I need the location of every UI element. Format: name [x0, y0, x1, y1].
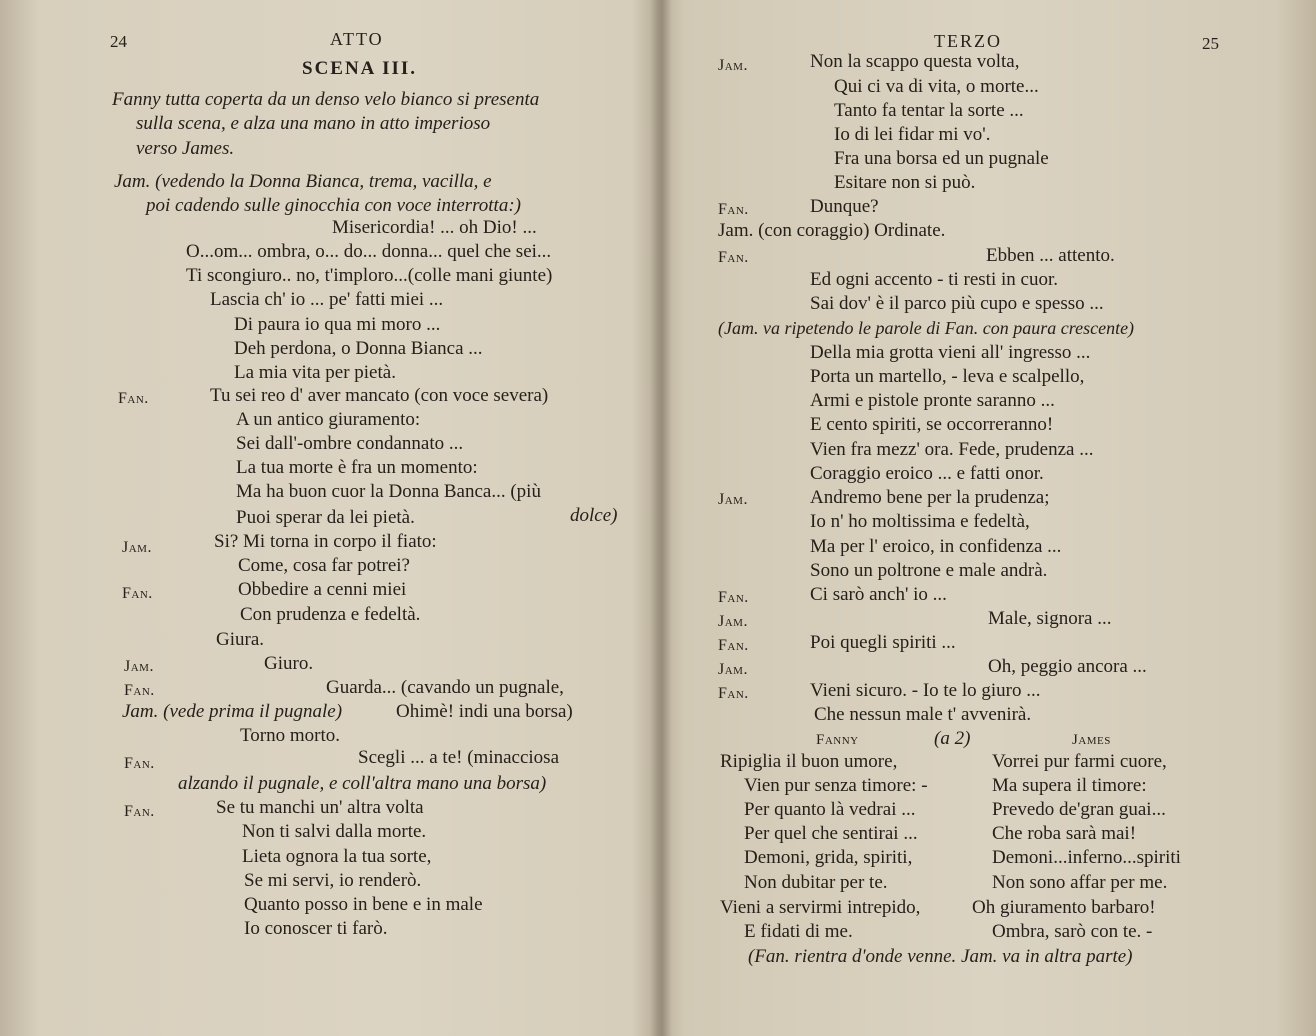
verse-line: Con prudenza e fedeltà. — [240, 604, 421, 625]
verse-line: Ci sarò anch' io ... — [810, 584, 947, 605]
duet-line-fanny: Ripiglia il buon umore, — [720, 751, 898, 772]
verse-line: Ohimè! indi una borsa) — [396, 701, 573, 722]
verse-line: A un antico giuramento: — [236, 409, 421, 430]
duet-line-james: Vorrei pur farmi cuore, — [992, 751, 1167, 772]
verse-line: Se mi servi, io renderò. — [244, 870, 422, 891]
verse-line: Qui ci va di vita, o morte... — [834, 76, 1039, 97]
page-header-terzo: TERZO — [934, 31, 1002, 51]
scene-title: SCENA III. — [302, 58, 418, 79]
stage-direction-line: verso James. — [136, 138, 235, 159]
verse-line: Guarda... (cavando un pugnale, — [326, 677, 564, 698]
duet-line-fanny: Demoni, grida, spiriti, — [744, 847, 913, 868]
verse-line: Ma per l' eroico, in confidenza ... — [810, 536, 1062, 557]
duet-line-fanny: Vien pur senza timore: - — [744, 775, 928, 796]
speaker-fan: Fan. — [718, 201, 749, 218]
speaker-fan: Fan. — [718, 637, 749, 654]
speaker-jam: Jam. — [718, 57, 748, 74]
duet-line-fanny: Per quanto là vedrai ... — [744, 799, 916, 820]
verse-line: Giura. — [216, 629, 265, 650]
verse-line: La mia vita per pietà. — [234, 362, 396, 383]
verse-line: Porta un martello, - leva e scalpello, — [810, 366, 1085, 387]
speaker-direction: Jam. (con coraggio) Ordinate. — [718, 220, 946, 241]
verse-line: Sono un poltrone e male andrà. — [810, 560, 1048, 581]
verse-line: Scegli ... a te! (minacciosa — [358, 747, 560, 768]
verse-line: Di paura io qua mi moro ... — [234, 314, 441, 335]
speaker-jam: Jam. — [718, 661, 748, 678]
speaker-fan: Fan. — [122, 585, 153, 602]
duet-line-james: Ombra, sarò con te. - — [992, 921, 1153, 942]
verse-line: Non ti salvi dalla morte. — [242, 821, 427, 842]
speaker-jam: Jam. — [718, 613, 748, 630]
verse-line: Andremo bene per la prudenza; — [810, 487, 1050, 508]
speaker-fan: Fan. — [718, 249, 749, 266]
verse-line: Come, cosa far potrei? — [238, 555, 410, 576]
duet-speaker-james: James — [1072, 732, 1111, 748]
final-stage-direction: (Fan. rientra d'onde venne. Jam. va in altra parte) — [748, 946, 1133, 967]
verse-line: La tua morte è fra un momento: — [236, 457, 478, 478]
verse-line: Torno morto. — [240, 725, 340, 746]
verse-line: Dunque? — [810, 196, 879, 217]
duet-line-fanny: Per quel che sentirai ... — [744, 823, 918, 844]
verse-line: Lascia ch' io ... pe' fatti miei ... — [210, 289, 444, 310]
speaker-fan: Fan. — [124, 682, 155, 699]
book-gutter — [650, 0, 672, 1036]
speaker-jam: Jam. — [718, 491, 748, 508]
speaker-direction: Jam. (vede prima il pugnale) — [122, 701, 343, 722]
speaker-jam: Jam. — [124, 658, 154, 675]
duet-line-james: Oh giuramento barbaro! — [972, 897, 1156, 918]
verse-line: Ed ogni accento - ti resti in cuor. — [810, 269, 1058, 290]
verse-line: Ti scongiuro.. no, t'imploro...(colle mani giunte) — [186, 265, 553, 286]
duet-line-james: Ma supera il timore: — [992, 775, 1147, 796]
speaker-jam: Jam. — [122, 539, 152, 556]
duet-line-james: Prevedo de'gran guai... — [992, 799, 1166, 820]
verse-line: alzando il pugnale, e coll'altra mano una borsa) — [178, 773, 547, 794]
verse-line: Poi quegli spiriti ... — [810, 632, 956, 653]
verse-line: Fra una borsa ed un pugnale — [834, 148, 1049, 169]
verse-line: Misericordia! ... oh Dio! ... — [332, 217, 537, 238]
speaker-direction: Jam. (vedendo la Donna Bianca, trema, vacilla, e — [114, 171, 492, 192]
duet-marker: (a 2) — [934, 728, 971, 749]
speaker-fan: Fan. — [718, 589, 749, 606]
verse-line: Armi e pistole pronte saranno ... — [810, 390, 1055, 411]
verse-line: Sei dall'-ombre condannato ... — [236, 433, 464, 454]
speaker-fan: Fan. — [124, 755, 155, 772]
speaker-fan: Fan. — [118, 390, 149, 407]
verse-line: Io di lei fidar mi vo'. — [834, 124, 991, 145]
verse-line: Obbedire a cenni miei — [238, 579, 407, 600]
duet-line-james: Che roba sarà mai! — [992, 823, 1137, 844]
speaker-fan: Fan. — [718, 685, 749, 702]
verse-line: Della mia grotta vieni all' ingresso ... — [810, 342, 1091, 363]
verse-line: Esitare non si può. — [834, 172, 976, 193]
page-number-right: 25 — [1202, 34, 1219, 53]
verse-line: Quanto posso in bene e in male — [244, 894, 483, 915]
duet-speaker-fanny: Fanny — [816, 732, 859, 748]
duet-line-fanny: Vieni a servirmi intrepido, — [720, 897, 921, 918]
verse-line: Se tu manchi un' altra volta — [216, 797, 424, 818]
left-page — [0, 0, 650, 1036]
verse-line: Deh perdona, o Donna Bianca ... — [234, 338, 483, 359]
duet-line-james: Non sono affar per me. — [992, 872, 1168, 893]
verse-line: Sai dov' è il parco più cupo e spesso ... — [810, 293, 1104, 314]
verse-line: Che nessun male t' avvenirà. — [814, 704, 1032, 725]
stage-direction: (Jam. va ripetendo le parole di Fan. con paura crescente) — [718, 318, 1135, 338]
verse-line: Tu sei reo d' aver mancato (con voce severa) — [210, 385, 549, 406]
verse-line: Tanto fa tentar la sorte ... — [834, 100, 1024, 121]
verse-line: Male, signora ... — [988, 608, 1112, 629]
verse-line: O...om... ombra, o... do... donna... quel che sei... — [186, 241, 552, 262]
verse-line: Io conoscer ti farò. — [244, 918, 388, 939]
stage-direction-line: sulla scena, e alza una mano in atto imperioso — [136, 113, 491, 134]
verse-line: dolce) — [570, 505, 618, 526]
verse-line: Coraggio eroico ... e fatti onor. — [810, 463, 1044, 484]
duet-line-james: Demoni...inferno...spiriti — [992, 847, 1181, 868]
page-header-atto: ATTO — [330, 29, 384, 49]
verse-line: Vieni sicuro. - Io te lo giuro ... — [810, 680, 1041, 701]
stage-direction-line: Fanny tutta coperta da un denso velo bianco si presenta — [112, 89, 540, 110]
verse-line: Oh, peggio ancora ... — [988, 656, 1147, 677]
verse-line: Ebben ... attento. — [986, 245, 1115, 266]
verse-line: Non la scappo questa volta, — [810, 51, 1020, 72]
verse-line: Ma ha buon cuor la Donna Banca... (più — [236, 481, 541, 502]
right-page — [672, 0, 1316, 1036]
verse-line: E cento spiriti, se occorreranno! — [810, 414, 1054, 435]
duet-line-fanny: Non dubitar per te. — [744, 872, 888, 893]
page-number-left: 24 — [110, 32, 127, 51]
verse-line: Lieta ognora la tua sorte, — [242, 846, 432, 867]
verse-line: Vien fra mezz' ora. Fede, prudenza ... — [810, 439, 1094, 460]
speaker-fan: Fan. — [124, 803, 155, 820]
verse-line: Si? Mi torna in corpo il fiato: — [214, 531, 437, 552]
verse-line: poi cadendo sulle ginocchia con voce interrotta:) — [146, 195, 521, 216]
verse-line: Puoi sperar da lei pietà. — [236, 507, 415, 528]
duet-line-fanny: E fidati di me. — [744, 921, 853, 942]
verse-line: Giuro. — [264, 653, 314, 674]
verse-line: Io n' ho moltissima e fedeltà, — [810, 511, 1030, 532]
